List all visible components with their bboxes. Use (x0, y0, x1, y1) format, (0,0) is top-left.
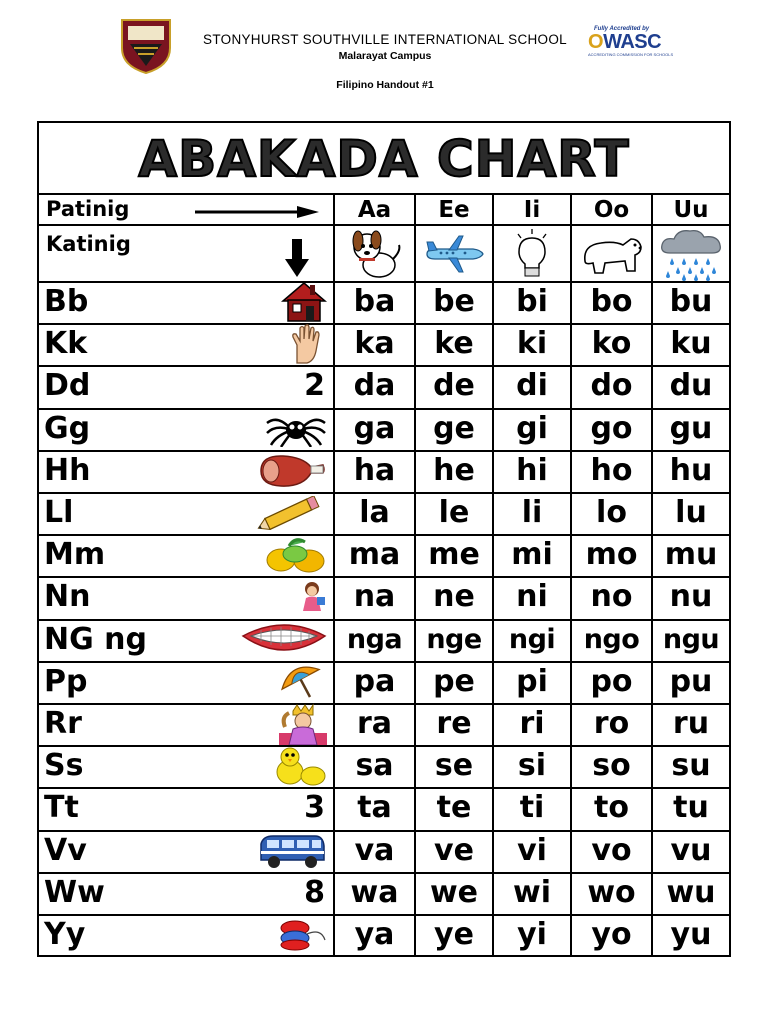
syllable-cell: la (359, 495, 390, 530)
syllable-cell: wu (666, 875, 716, 910)
syllable-cell: be (433, 284, 475, 319)
syllable-cell: li (521, 495, 543, 530)
syllable-cell: ho (590, 453, 633, 488)
syllable-cell: na (353, 579, 396, 614)
syllable-cell: lu (675, 495, 707, 530)
syllable-cell: lo (596, 495, 627, 530)
grid-line (39, 193, 729, 195)
chart-title: ABAKADA CHART (138, 130, 630, 188)
syllable-cell: ga (353, 411, 396, 446)
arrow-down-icon (284, 237, 310, 279)
vowel-label-aa: Aa (357, 197, 392, 223)
syllable-cell: ri (519, 706, 545, 741)
syllable-cell: pa (353, 664, 396, 699)
syllable-cell: ti (519, 790, 545, 825)
syllable-cell: to (594, 790, 629, 825)
syllable-cell: wo (587, 875, 636, 910)
abakada-chart (37, 121, 731, 957)
teeth-icon (241, 620, 327, 660)
syllable-cell: we (429, 875, 479, 910)
syllable-cell: ro (593, 706, 630, 741)
row-letter: Ll (44, 495, 74, 530)
spider-icon (265, 411, 327, 447)
grid-line (39, 224, 729, 226)
row-number: 8 (304, 875, 325, 910)
syllable-cell: le (438, 495, 470, 530)
handout-title: Filipino Handout #1 (336, 79, 434, 91)
syllable-cell: bi (516, 284, 548, 319)
row-letter: Tt (44, 790, 79, 825)
syllable-cell: di (516, 368, 548, 403)
syllable-cell: ya (354, 917, 395, 952)
syllable-cell: te (436, 790, 472, 825)
syllable-cell: so (592, 748, 631, 783)
syllable-cell: vo (591, 833, 632, 868)
girl-icon (297, 581, 327, 613)
row-letter: Gg (44, 411, 91, 446)
pencil-icon (255, 496, 327, 530)
airplane-icon (423, 232, 485, 276)
hand-icon (287, 323, 327, 365)
syllable-cell: wi (513, 875, 551, 910)
syllable-cell: hu (669, 453, 713, 488)
ham-icon (257, 453, 327, 489)
syllable-cell: ru (672, 706, 710, 741)
vowel-label-ee: Ee (438, 197, 470, 223)
syllable-cell: ko (591, 326, 632, 361)
vowel-label-oo: Oo (593, 197, 630, 223)
syllable-cell: da (353, 368, 396, 403)
syllable-cell: me (428, 537, 480, 572)
syllable-cell: ngi (508, 624, 556, 655)
syllable-cell: ve (434, 833, 474, 868)
wasc-logo (588, 26, 680, 66)
van-icon (257, 832, 327, 870)
row-letter: Vv (44, 833, 87, 868)
queen-icon (279, 703, 327, 745)
row-letter: Dd (44, 368, 91, 403)
row-number: 2 (304, 368, 325, 403)
syllable-cell: gi (516, 411, 548, 446)
wasc-name (588, 32, 680, 52)
syllable-cell: pu (669, 664, 713, 699)
katinig-label: Katinig (46, 232, 131, 256)
row-letter: Bb (44, 284, 89, 319)
syllable-cell: mi (511, 537, 553, 572)
vowel-label-ii: Ii (523, 197, 541, 223)
row-letter: Ss (44, 748, 84, 783)
syllable-cell: mo (585, 537, 638, 572)
house-icon (281, 281, 327, 323)
school-crest-icon (120, 18, 172, 74)
row-letter: Kk (44, 326, 88, 361)
row-letter: Pp (44, 664, 88, 699)
syllable-cell: yi (517, 917, 547, 952)
school-name: STONYHURST SOUTHVILLE INTERNATIONAL SCHOOL (203, 32, 567, 47)
syllable-cell: nga (346, 624, 403, 655)
syllable-cell: ku (670, 326, 712, 361)
syllable-cell: ge (433, 411, 475, 446)
syllable-cell: ba (353, 284, 396, 319)
wasc-sub: ACCREDITING COMMISSION FOR SCHOOLS (588, 52, 674, 57)
syllable-cell: gu (669, 411, 713, 446)
syllable-cell: he (433, 453, 475, 488)
syllable-cell: ka (354, 326, 395, 361)
syllable-cell: ni (516, 579, 548, 614)
syllable-cell: se (434, 748, 474, 783)
syllable-cell: vu (670, 833, 712, 868)
dog-icon (345, 227, 405, 281)
yoyo-icon (277, 918, 327, 952)
syllable-cell: sa (355, 748, 394, 783)
syllable-cell: va (354, 833, 395, 868)
row-letter: Ww (44, 875, 105, 910)
syllable-cell: re (436, 706, 472, 741)
syllable-cell: ye (434, 917, 474, 952)
syllable-cell: ngo (583, 624, 640, 655)
syllable-cell: bo (590, 284, 633, 319)
syllable-cell: do (590, 368, 633, 403)
wasc-o: O (588, 31, 604, 53)
campus-name: Malarayat Campus (338, 50, 432, 62)
row-letter: Mm (44, 537, 106, 572)
syllable-cell: yo (591, 917, 632, 952)
wasc-accredited-text: Fully Accredited by (594, 26, 650, 32)
syllable-cell: de (433, 368, 475, 403)
syllable-cell: su (671, 748, 711, 783)
syllable-cell: yu (670, 917, 712, 952)
syllable-cell: ne (433, 579, 475, 614)
syllable-cell: mu (664, 537, 718, 572)
syllable-cell: go (590, 411, 633, 446)
row-letter: Yy (44, 917, 86, 952)
syllable-cell: ra (356, 706, 393, 741)
arrow-right-icon (193, 205, 321, 219)
syllable-cell: nge (426, 624, 482, 655)
row-letter: NG ng (44, 622, 148, 657)
syllable-cell: tu (673, 790, 709, 825)
syllable-cell: ki (516, 326, 548, 361)
patinig-label: Patinig (46, 197, 130, 221)
syllable-cell: ta (357, 790, 392, 825)
syllable-cell: ngu (662, 624, 720, 655)
row-letter: Hh (44, 453, 91, 488)
lightbulb-icon (512, 228, 552, 280)
row-letter: Rr (44, 706, 82, 741)
polar-bear-icon (579, 231, 645, 277)
wasc-rest: WASC (603, 31, 662, 53)
rain-cloud-icon (658, 227, 724, 281)
syllable-cell: po (590, 664, 633, 699)
syllable-cell: no (590, 579, 633, 614)
syllable-cell: wa (350, 875, 399, 910)
syllable-cell: pi (516, 664, 548, 699)
syllable-cell: bu (669, 284, 713, 319)
umbrella-icon (277, 663, 327, 701)
syllable-cell: ha (353, 453, 396, 488)
row-number: 3 (304, 790, 325, 825)
syllable-cell: vi (517, 833, 547, 868)
chick-icon (273, 746, 327, 786)
syllable-cell: hi (516, 453, 548, 488)
row-letter: Nn (44, 579, 91, 614)
mango-icon (265, 536, 327, 574)
syllable-cell: si (517, 748, 547, 783)
vowel-label-uu: Uu (673, 197, 709, 223)
syllable-cell: ma (348, 537, 401, 572)
syllable-cell: pe (433, 664, 475, 699)
syllable-cell: du (669, 368, 713, 403)
syllable-cell: ke (434, 326, 474, 361)
syllable-cell: nu (669, 579, 713, 614)
